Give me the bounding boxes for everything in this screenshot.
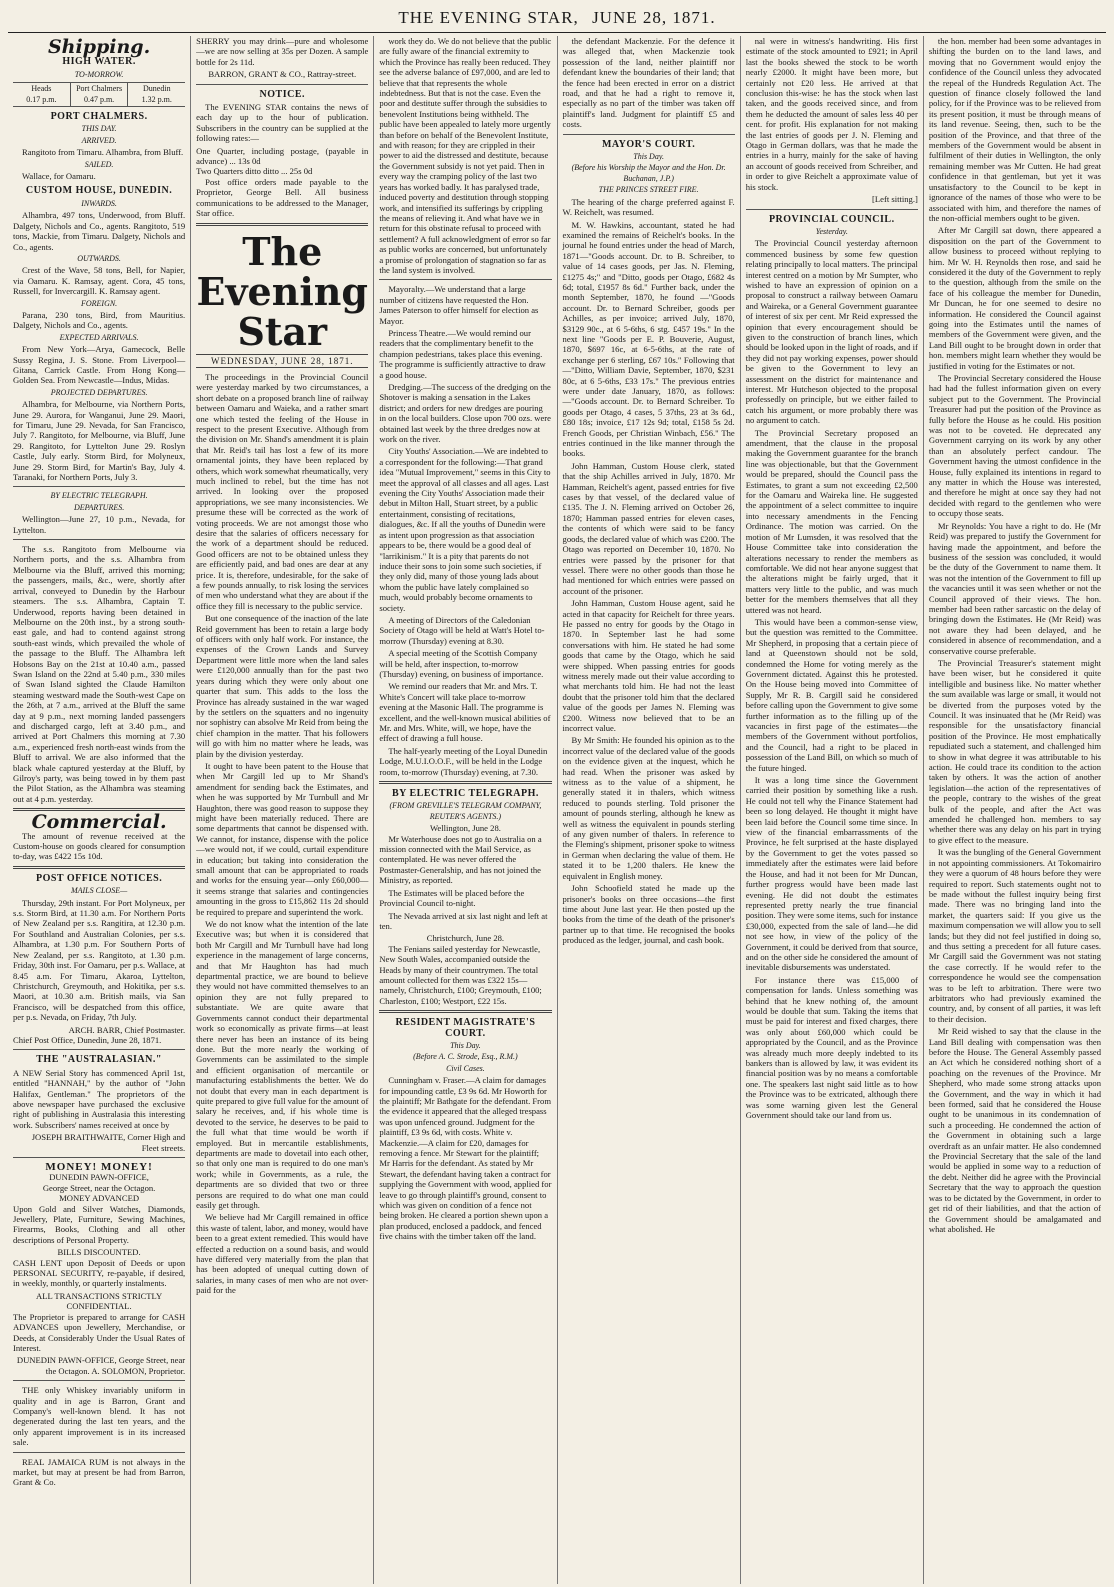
sailed-label: SAILED. <box>84 159 114 169</box>
custom-house-heading: CUSTOM HOUSE, DUNEDIN. <box>25 185 173 197</box>
col5-paragraph-4: This would have been a common-sense view, but the question was remitted to the Committee. Mr Shepherd, in proposing that a certain piece of land at Queenstown should not be sold, condemned the Home for voting merely as the Government dictated. Against this he protested. On the House being moved into Committee of Supply, Mr R. B. Cargill said he considered before calling upon the Government to give some further information as to the filling up of the vacancies in first page of the estimates—the members of the Government without portfolios, and the Council, had a right to be placed in possession of the Land Bill, on which so much of the future hinged. <box>745 616 918 773</box>
telegraph-source: (FROM GREVILLE'S TELEGRAM COMPANY, REUTER'S AGENTS.) <box>389 801 542 821</box>
col6-paragraph-6: It was the bungling of the General Government in not appointing commissioners. At Tokomairiro they were a quorum of 48 hours before they were required to report. Such statements ought not to be made without the fullest inquiry being first made. There was no bringing land into the market, the quarters said: If you give us the maximum compensation we will allow you to sell lands; but they did not feel justified in doing so, and thus setting a precedent for all future cases. Mr Cargill said the Government was not stating the case correctly. If he would refer to the correspondence he would see the compensation was to be left to arbitration. There were two arbitrators who had previously examined the country, and, by consent of all parties, it was left to their decision. <box>928 847 1102 1024</box>
newspaper-flag: The Evening Star <box>196 228 368 354</box>
column-6 <box>924 36 1106 1584</box>
leader-paragraph-1: The proceedings in the Provincial Council were yesterday marked by two circumstances, a short debate on a proposed branch line of railway between Oamaru and Waieka, and a rather smart one which tested the feeling of the House in respect to the present Executive. Although from the division on Mr. Shand's amendment it is plain that Mr. Reid's tail has lost a few of its more ornamental joints, they have been replaced by others, which work somewhat rheumatically, very much inclined to rebel, but the time has not arrived. In looking over the proposed appropriations, we see many inconsistencies. We presume these will be corrected as the work of voting proceeds. We are not amongst those who desire that the salaries of officers necessary for the work of a department should be reduced. Good officers are not to be obtained unless they are efficiently paid, and bad ones are dear at any price. It is, therefore, undesirable, for the sake of a few pounds annually, to risk losing the services of men who understand what they are about if the office they fill is necessary to the public service. <box>196 371 369 611</box>
foreign-text: Parana, 230 tons, Bird, from Mauritius. Dalgety, Nichols and Co., agents. <box>13 309 186 331</box>
notice-text: The EVENING STAR contains the news of each day up to the hour of publication. Subscribers in the country can be supplied at the following rates:— <box>196 102 369 144</box>
col4-paragraph-6: By Mr Smith: He founded his opinion as to the incorrect value of the declared value of the goods on the evidence given at the inquest, which he had read. When the prisoner was asked by witness as to the value of a shipment, he generally stated it in thalers, which witness reduced to pounds sterling. Told prisoner the amount of pounds sterling, although he knew as well as witness the equivalent in pounds sterling of any given number of thalers. In reference to the Fleming's shipment, prisoner spoke to witness in German when declaring the value of them. He stated it to be 1,200 thalers. He knew the equivalent in English money. <box>562 735 735 881</box>
caledonian-item: A meeting of Directors of the Caledonian Society of Otago will be held at Watt's Hotel to-morrow (Thursday) evening at 8.30. <box>379 614 545 646</box>
australasian-text: A NEW Serial Story has commenced April 1st, entitled "HANNAH," by the author of "John Halifax, Gentleman." The proprietors of the above newspaper have purchased the exclusive right of publishing in Australasia this interesting work. Subscribers' names received at once by <box>13 1067 186 1130</box>
leader-paragraph-2: But one consequence of the inaction of the late Reid government has been to retain a large body of officers with only half work. For instance, the expenses of the Crown Lands and Survey Department were little more when the land sales were £120,000 annually than for the past two years during which they were only about one quarter that sum. This adds to the loss the Province has already sustained in the war waged by the settlers on the squatters and no ingenuity nor sophistry can absolve Mr Reid from being the chief champion in the matter. That his followers will go with him no matter where he leads, was plain by the division yesterday. <box>196 613 369 759</box>
wellington-dateline: Wellington, June 28. <box>429 823 501 834</box>
divider <box>379 1010 551 1013</box>
col4-paragraph-3: M. W. Hawkins, accountant, stated he had examined the remains of Reichelt's books. In the journal he found entries under the head of March, 1871—"Goods account. Dr. to B. Schreiber, to value of 14 cases goods, per Jas. N. Fleming, £1275 4s;" and "Ditto, goods per Otago, £682 4s 6d; total, £1957 8s 6d." Further back, under the month September, 1870, he found —"Goods account. Dr. to Bernard Schreiber, goods per Achilles, as per invoice; arrived July, 1870, $3129 90c., at 6 5-6ths, 6 stg. £457 19s." In the next line "Goods per E. P. Bouverie, August, 1870, $697 16c, at 6-5-6ths, at the rate of exchange per 6 sterling, £67 10s." Following that—"Ditto, William Davie, September, 1870, $231 80c, at 6 5-6ths, £33 17s." The previous entries were under date January, 1870, as follows:—"Goods account. Dr. to Bernard Schreiber. To goods per Otago, 4 cases, 5 37ths, 23 at 3s 6d., £80 18s; invoice, £17 12s 9d; total, £158 5s 2d. French Goods, per Christian Winbach, £56." The entries continued in the like manner through the books. <box>562 219 735 459</box>
whiskey-ad: THE only Whiskey invariably uniform in quality and in age is Barron, Grant and Company's well-known blend. It has not degenerated during the last ten years, and the only apparent improvement is in its increased sale. <box>13 1385 186 1448</box>
christchurch-dateline: Christchurch, June 28. <box>426 933 505 944</box>
dateline: WEDNESDAY, JUNE 28, 1871. <box>196 354 368 368</box>
australasian-signature: JOSEPH BRAITHWAITE, Corner High and Fleet streets. <box>31 1132 186 1153</box>
column-1 <box>8 36 191 1584</box>
money-text: Upon Gold and Silver Watches, Diamonds, Jewellery, Plate, Furniture, Sewing Machines, Firearms, Books, Clothing and all other descriptions of Personal Property. <box>13 1203 186 1245</box>
foreign-label: FOREIGN. <box>80 298 118 308</box>
tide-port-chalmers: Port Chalmers 0.47 p.m. <box>70 83 128 106</box>
fire-heading: THE PRINCES STREET FIRE. <box>598 185 699 195</box>
notice-rate-2: Two Quarters ditto ditto ... 25s 0d <box>196 166 313 177</box>
australasian-heading: THE "AUSTRALASIAN." <box>36 1054 162 1066</box>
notice-rate-1: One Quarter, including postage, (payable in advance) ... 13s 0d <box>196 145 369 167</box>
column-5 <box>741 36 924 1584</box>
telegraph-departures-label: DEPARTURES. <box>73 502 125 512</box>
col4-paragraph-7: John Schoofield stated he made up the prisoner's books on three occasions—the first time about June last year. He then posted up the books from the time of the death of the prisoner's partner up to that time. He recognised the books produced as the ledger, journal, and cash book. <box>562 883 735 946</box>
notice-heading: NOTICE. <box>259 88 305 100</box>
tomorrow-label: TO-MORROW. <box>74 69 124 79</box>
post-office-place: Chief Post Office, Dunedin, June 28, 1871. <box>13 1034 162 1045</box>
money-address: George Street, near the Octagon. <box>42 1182 156 1193</box>
col6-paragraph-1: the hon. member had been some advantages in shifting the burden on to the land laws, and moving that no Government would enjoy the confidence of the Council unless they advocated the repeal of the Hundreds Regulation Act. The question of finance closely followed the land policy, for if the Province was to be relieved from its present position, it must be through means of its land revenue. Seeing, then, such to be the position of the Province, and that three of the members of the Government would be absent in fulfilment of their duties in Wellington, the only remaining member was Mr Cutten. He had great confidence in that gentleman, but yet it was unsatisfactory to the Council to be kept in ignorance of the names of those who were to be associated with him, and therefore the names of the non-official members ought to be given. <box>928 36 1102 223</box>
shipping-heading: Shipping. <box>47 36 151 58</box>
high-water-heading: HIGH WATER. <box>62 56 136 68</box>
rm-court-text: Cunningham v. Fraser.—A claim for damages for impounding cattle, £3 9s 6d. Mr Howorth for the plaintiff; Mr Bathgate for the defendant. From the evidence it appeared that the alleged trespass was upon unfenced ground. Judgment for the plaintiff, £3 9s 6d, with costs. White v. Mackenzie.—A claim for £20, damages for removing a fence. Mr Stewart for the plaintiff; Mr Harris for the defendant. As stated by Mr Stewart, the defendant having taken a contract for supplying the Government with wood, applied for leave to go through plaintiff's ground, consent to which was given on condition of a fence not being broken. He cleared a portion shewn upon a plan produced, enclosed a paddock, and fenced five chains with the timber taken off the land. <box>379 1075 552 1242</box>
telegraph-heading-2: BY ELECTRIC TELEGRAPH. <box>391 788 539 800</box>
mayors-court-before: (Before his Worship the Mayor and the Hon. Dr. Buchanan, J.P.) <box>571 163 726 183</box>
col6-paragraph-3: The Provincial Secretary considered the House had had the fullest information given on every subject put to the Government. The Provincial Treasurer had put the position of the Province as fully before the House as he could. His position was not to be coveted. He deprecated any Government carrying on its work by any other than an absolutely perfect candour. The Government having the utmost confidence in the House, fully explained its intentions in regard to any matter in which the House was interested, and therefore he might at once say they had not decided with regard to the gentlemen who were to occupy those seats. <box>928 373 1102 519</box>
this-day-label: THIS DAY. <box>81 124 117 134</box>
money-signature: DUNEDIN PAWN-OFFICE, George Street, near the Octagon. A. SOLOMON, Proprietor. <box>16 1355 186 1376</box>
scottish-company-item: A special meeting of the Scottish Company will be held, after inspection, to-morrow (Thursday) evening, on business of importance. <box>379 648 544 679</box>
divider <box>379 781 551 784</box>
dredging-item: Dredging.—The success of the dredging on the Shotover is making a sensation in the Lakes district; and orders for new dredges are pouring in on the local builders. Close upon 700 ozs. were obtained last week by the three dredges now at work on the river. <box>379 382 551 445</box>
mails-close-label: MAILS CLOSE— <box>70 886 128 896</box>
departures-text: Alhambra, for Melbourne, via Northern Ports, June 29. Aurora, for Wanganui, June 29. Maori, for Timaru, June 29. Nevada, for San Francisco, July 7. Rangitoto, for Melbourne, via Bluff, June 29. Rangitoto, for Lyttelton June 29. Roslyn Castle, July early. Storm Bird, for Molyneux, June 29. Storm Bird, for Martin's Bay, July 4. Taranaki, for Northern Ports, July 3. <box>13 399 186 483</box>
telegraph-heading: BY ELECTRIC TELEGRAPH. <box>50 491 148 501</box>
council-day: Yesterday. <box>815 226 848 236</box>
departures-label: PROJECTED DEPARTURES. <box>50 387 148 397</box>
column-4 <box>558 36 741 1584</box>
notice-footer: Post office orders made payable to the Proprietor, George Bell. All business communications to be addressed to the Manager, Star office. <box>196 176 369 219</box>
expected-text: From New York—Arya, Gamecock, Belle Sussy Regina, J. S. Stone. From Liverpool—Gitana, Carrick Castle. From Hong Kong—Golden Sea. From Newcastle—Indus, Midas. <box>13 344 186 386</box>
divider <box>13 1452 185 1453</box>
leader-paragraph-4: We do not know what the intention of the late Executive was; but when it is considered that both Mr Cargill and Mr Turnbull have had long experience in the management of large concerns, and that Mr Haughton has had much departmental practice, we are bound to believe they would not have committed themselves to an opinion they are not fully prepared to substantiate. We are quite aware that Governments cannot conduct their departmental work so economically as private firms—at least there never has been an instance of its being done. But the more nearly the working of Governments can be assimilated to the simple and efficient organisation of mercantile or manufacturing establishments the better. We do not doubt that every man in each department is quite prepared to give full value for the amount of salary he receives, and, if his whole time is devoted to the service, he deserves to be paid to the full what that time would be worth if employed. But in mercantile establishments, departments are made to dovetail into each other, so that only one man is required to do one man's work; while in Governments, as a rule, the departments are so divided that two or three persons are required to do what one man could easily get through. <box>196 919 369 1210</box>
sherry-signature: BARRON, GRANT & CO., Rattray-street. <box>208 69 357 80</box>
telegram-3: The Nevada arrived at six last night and left at ten. <box>379 910 548 931</box>
shipping-body: The s.s. Rangitoto from Melbourne via Northern ports, and the s.s. Alhambra from Melbourne via the Bluff, arrived this morning; the passengers, mails, &c., were, shortly after arrival, conveyed to Dunedin by the Harbour steamers. The s.s. Alhambra, Captain T. Underwood, reports having been detained in Melbourne on the 20th inst., by a strong south-east gale, and had to contend against strong south-east winds, which prevailed the whole of the passage to the Bluff. The Alhambra left Hobsons Bay on the 21st at 10.40 a.m., passed Swan Island on the 22nd at 5.40 p.m., 330 miles of Swan Island sighted the Claude Hamilton steaming westward made the South-west Cape on the 26th, at 7 a.m., arrived at the Bluff the same day at 9 p.m., next morning landed passengers and discharged cargo, left at 3.40 p.m., and arrived at Port Chalmers this morning at 7.30 a.m., experienced fresh north-east winds from the Bluff to arrival. We are also informed that the black whale captured yesterday at the Bluff, by Gilroy's party, was being towed in by them past the Pilot Station, as the Alhambra was steaming out at 4 p.m. yesterday. <box>13 544 186 804</box>
col5-paragraph-3: The Provincial Secretary proposed an amendment, that the clause in the proposal making the Government guarantee for the branch line was objectionable, but that the Government would be prepared, should the Council pass the Estimates, to grant a sum not exceeding £2,500 for the Oamaru and Waireka line. He suggested the appointment of a select committee to inquire into necessary amendments in the Fencing Ordinance. The motion was carried. On the motion of Mr Lumsden, it was resolved that the House Committee take into consideration the alterations necessary to render the members as comfortable. We did not hear anyone suggest that the alterations might be fairly urged, that it matters very little to the public, and was much better for the members themselves that all they uttered was not heard. <box>745 427 918 615</box>
telegram-1: Mr Waterhouse does not go to Australia on a mission connected with the Mail Service, as contemplated. He was never offered the Postmaster-Generalship, and has not joined the Ministry, as reported. <box>379 833 542 886</box>
money-proprietor: The Proprietor is prepared to arrange for CASH ADVANCES upon Jewellery, Merchandise, or Deeds, at Considerably Under the Usual Rates of Interest. <box>13 1311 186 1353</box>
post-office-heading: POST OFFICE NOTICES. <box>35 872 163 884</box>
sherry-text: SHERRY you may drink—pure and wholesome—we are now selling at 35s per Dozen. A sample bottle for 2s 11d. <box>196 36 369 67</box>
col5-paragraph-6: For instance there was £15,000 of compensation for lands. Unless something was behind that he knew nothing of, the amount would be double that sum. Taking the items that must be paid for interest and fixed charges, there was only about £60,000 which could be appropriated by the Council, and as the Province was already much more deeply indebted to its bankers than is allowed by law, it was evident its financial position was by no means a comfortable one. The speakers last night said little as to how the Province was to be extricated, although there was some warning given lest the General Government should take our land from us. <box>745 974 918 1121</box>
col6-paragraph-7: Mr Reid wished to say that the clause in the Land Bill dealing with compensation was then before the House. The General Assembly passed an Act which he considered nothing short of a poaching on the revenues of the Province. Mr Shepherd, who made some strong attacks upon the Government, and the way in which it had been formed, said that he considered the House ought to be unanimous in its condemnation of such a proceeding. He condemned the action of the Government in obtaining such a large overdraft as an unfair matter. He also condemned the Provincial Secretary that the sale of the land would be applied in some way to a reduction of the debt. Neither did he agree with the Provincial Secretary that the way to approach the question was to be dictated by the Government, in order to get rid of their liabilities, and that the action of the Government should be amalgamated and what abolished. He <box>928 1026 1102 1234</box>
rm-court-civil: Civil Cases. <box>446 1063 485 1073</box>
telegram-2: The Estimates will be placed before the Provincial Council to-night. <box>379 887 525 909</box>
telegram-4: The Fenians sailed yesterday for Newcastle, New South Wales, accompanied outside the Heads by many of their countrymen. The total amount collected for them was £322 15s—namely, Christchurch, £100; Greymouth, £100; Charleston, £100; Westport, £22 15s. <box>379 943 542 1006</box>
column-2 <box>191 36 374 1584</box>
arrived-text: Rangitoto from Timaru. Alhambra, from Bluff. <box>22 147 184 158</box>
outwards-label: OUTWARDS. <box>77 253 121 263</box>
divider <box>13 1049 185 1050</box>
inwards-text: Alhambra, 497 tons, Underwood, from Bluff. Dalgety, Nichols and Co., agents. Rangitoto, 519 tons, Mackie, from Timaru. Dalgety, Nichols and Co., agents. <box>13 210 186 252</box>
tide-dunedin: Dunedin 1.32 p.m. <box>127 83 185 106</box>
mayoralty-item: Mayoralty.—We understand that a large number of citizens have requested the Hon. James Paterson to offer himself for election as Mayor. <box>379 284 539 326</box>
divider <box>13 486 185 487</box>
commercial-heading: Commercial. <box>31 811 167 834</box>
col5-paragraph-5: It was a long time since the Government carried their position by something like a rush. He could not tell why the Finance Statement had been so long delayed. He thought it might have been laid before the Council some time since. In view of the financial embarrassments of the Province, he felt surprised at the haste displayed by the Government to get the votes passed so immediately after the estimates were laid before the House, and had it not been for Mr Duncan, further progress would have been made last evening. He did not doubt the estimates represented pretty nearly the true financial position. They were some items, such for instance £30,000, expected from the sale of land—he did not see how, in view of the policy of the Government, it could be derived from that source, and on the other side he considered the amount of inevitable disbursements was understated. <box>745 775 918 973</box>
mayors-court-heading: MAYOR'S COURT. <box>601 138 696 150</box>
money-strict: ALL TRANSACTIONS STRICTLY CONFIDENTIAL. <box>36 1290 163 1312</box>
divider <box>379 279 551 280</box>
telegraph-text: Wellington—June 27, 10 p.m., Nevada, for Lyttelton. <box>13 514 186 535</box>
money-ad <box>13 1162 185 1376</box>
money-office: DUNEDIN PAWN-OFFICE, <box>49 1172 149 1183</box>
leader-paragraph-5: We believe had Mr Cargill remained in office this waste of talent, labor, and money, would have been to a great extent remedied. This would have effected a reduction on a sound basis, and would have differed very materially from the plan that has been adopted of unequal cutting down of salaries, in many cases of men who are not over-paid for the <box>196 1212 369 1296</box>
port-chalmers-heading: PORT CHALMERS. <box>50 111 148 123</box>
money-heading: MONEY! MONEY! <box>45 1161 153 1173</box>
column-3 <box>374 36 557 1584</box>
col4-paragraph-4: John Hamman, Custom House clerk, stated that the ship Achilles arrived in July, 1870. Mr Hamman, Reichelt's agent, passed entries for five cases by that vessel, of the declared value of £135. The J. N. Fleming arrived on October 26, 1870; Hamman passed entries for eleven cases, the contents of which were said to be fancy goods, the declared value of which was £200. The Otago was reported on December 10, 1870. No entries were passed by the prisoner for that vessel. There were no other goods than those he had mentioned for which entries were passed on account of the prisoner. <box>562 460 735 596</box>
tide-table <box>13 82 185 107</box>
columns <box>8 36 1106 1584</box>
expected-label: EXPECTED ARRIVALS. <box>59 332 139 342</box>
post-office-text: Thursday, 29th instant. For Port Molyneux, per s.s. Storm Bird, at 11.30 a.m. For Northern Ports of New Zealand per s.s. Rangitira, at 12.30 p.m. For Southland and Australian Colonies, per s.s. Alhambra, at 1.30 p.m. For Southern Ports of New Zealand, per s.s. Rangitoto, at 1.30 p.m. Friday, 30th inst. For Oamaru, per p.s. Wallace, at 8.45 a.m. For Timaru, Akaroa, Lyttelton, Christchurch, Greymouth, and Hokitika, per s.s. Maori, at 10.30 a.m. British mails, via San Francisco, will be despatched from this office, per p.s. Nevada, on Friday, 7th July. <box>13 897 186 1023</box>
left-sitting: [Left sitting.] <box>872 194 918 205</box>
lodge-item: The half-yearly meeting of the Loyal Dunedin Lodge, M.U.I.O.O.F., will be held in the Lodge room, to-morrow (Thursday) evening, at 7.30. <box>379 745 548 777</box>
outwards-text: Crest of the Wave, 58 tons, Bell, for Napier, via Oamaru. K. Ramsay, agent. Cora, 45 tons, Russell, for Invercargill. K. Ramsay agent. <box>13 265 186 297</box>
divider <box>13 1157 185 1158</box>
col6-paragraph-2: After Mr Cargill sat down, there appeared a disposition on the part of the Government to allow business to proceed without replying to him. Mr W. H. Reynolds then rose, and said he considered it the duty of the Government to reply to the question, although from the smile on the face of his colleague the member for Dunedin, Mr Duncan, he for one seemed to desire no information. He considered the Council against going into the Estimates until the names of members of the Government were given, and the Land Bill ought to be brought down in order that hon. members might learn whether they would be justified in voting for the Estimates or not. <box>928 225 1102 371</box>
rm-court-before: (Before A. C. Strode, Esq., R.M.) <box>413 1052 518 1062</box>
tide-heads: Heads 0.17 p.m. <box>26 84 57 104</box>
divider <box>196 223 368 226</box>
rum-ad: REAL JAMAICA RUM is not always in the market, but may at present be had from Barron, Grant & Co. <box>13 1456 186 1488</box>
masthead-date: JUNE 28, 1871. <box>592 8 716 27</box>
col5-paragraph-1: nal were in witness's handwriting. His first estimate of the stock amounted to £921; in April last the books shewed the stock to be worth nearly £2000. It might have been more, but certainly not £20 less. He arrived at that conclusion this-wise: he has the stock when last taken, and the goods received since, and from them he deducted the amount of sales less 40 per cent. for profit. His explanation for not making the last entries of goods per J. N. Fleming and Otago in German dollars, was that he made the entries in a hurry, mainly for the sake of having an account of goods received from Schreiber, and in order to give Reichelt a approximate value of his stock. <box>745 36 918 192</box>
mayors-court-day: This Day. <box>633 152 664 162</box>
money-advanced: MONEY ADVANCED <box>59 1193 140 1204</box>
col6-paragraph-5: The Provincial Treasurer's statement might have been wiser, but he considered it quite intelligible and business like. No matter whether the sum available was large or small, it would not be diverted from the purposes voted by the Council. It was insinuated that he (Mr Reid) was responsible for the unsatisfactory financial position of the Province. He most emphatically repudiated such a statement, and challenged him to show in what degree it was attributable to his action. He could trace its condition to the action taken by others. It was the action of another legislation—the action of the representatives of the people, contrary to the wishes of the great bulk of the people, and after the Act was amended he challenged hon. members to say whether there was any delay on his part in trying to give effect to the measure. <box>928 657 1102 845</box>
post-office-signature: ARCH. BARR, Chief Postmaster. <box>68 1024 186 1035</box>
col4-paragraph-1: the defendant Mackenzie. For the defence it was alleged that, when Mackenzie took possession of the land, neither plaintiff nor defendant knew the boundaries of their land; that the fence had been erected in error on a district road, and that he had a right to remove it, especially as no part of the timber was taken off plaintiff's land. Judgment for plaintiff £5 and costs. <box>562 36 735 130</box>
col5-paragraph-2: The Provincial Council yesterday afternoon commenced business by some few question relating principally to local matters. The principal interest centred on a motion by Mr Sumpter, who wished to have an expression of opinion on a proposal to construct a railway between Oamaru and Waireka, or a General Government guarantee of interest of six per cent. Mr Reid expressed the opinion that every encouragement should be given to the construction of branch lines, which should be looked upon in the light of roads, and if they did not pay working expenses, power should be given to the Government to levy an assessment on the district for maintenance and interest. Mr Hutcheson objected to the proposal professedly on principle, but we either failed to catch his argument, or more probably there was no argument to catch. <box>745 238 918 426</box>
col4-paragraph-5: John Hamman, Custom House agent, said he acted in that capacity for Reichelt for three years. He passed no entry for goods by the Otago in 1870. In September last he had some conversations with him. He stated he had some goods that came by the Otago, which he said were shipped. When passing entries for goods witness merely made out their value according to what merchants told him. He had not the least doubt that the prisoner told him that the declared value of the goods per James N. Fleming was £200. Witness now believed that to be an incorrect value. <box>562 598 735 733</box>
divider <box>746 209 918 210</box>
divider <box>13 866 185 869</box>
col6-paragraph-4: Mr Reynolds: You have a right to do. He (Mr Reid) was prepared to justify the Government for having made the appointment, and before the business of the session was concluded, it would be the duty of the Government to name them. It was not the intention of the Government to fill up the vacancies until it was seen whether or not the Council approved of their views. The hon. member had been rather sarcastic on the delay of bringing down the Estimates. He (Mr Reid) was not aware they had been delayed, and he considered in absence of recommendation, and a conservative course preferable. <box>928 520 1102 656</box>
divider <box>196 84 368 85</box>
australasian-ad <box>13 1055 185 1153</box>
sailed-text: Wallace, for Oamaru. <box>22 171 96 182</box>
divider <box>563 134 735 135</box>
col4-paragraph-2: The hearing of the charge preferred against F. W. Reichelt, was resumed. <box>562 196 735 218</box>
money-cash: CASH LENT upon Deposit of Deeds or upon PERSONAL SECURITY, re-payable, if desired, in weekly, monthly, or quarterly instalments. <box>13 1257 186 1289</box>
col3-paragraph-1: work they do. We do not believe that the public are fully aware of the financial extremity to which the Province has really been reduced. They see the adverse balance of £97,000, and are led to believe that that represents the whole indebtedness. But that is not the case. Even the poor and destitute suffer through the subsidies to benevolent Institutions being withheld. The public have been appealed to lately more urgently than before on behalf of the Benevolent Institute, and with reason; for they are crippled in their power to aid the distressed and destitute, because the Government subsidy is not yet paid. Then in every way the cramping policy of the last two years has worked badly. It has paralysed trade, induced poverty and destitution through stopping work, and intensified its sufferings by crippling the means of relieving it. And what have we in return for this obstinate refusal to proceed with settlement? A full acknowledgment of error so far as public works are concerned, but unfortunately a promise of prolongation of stagnation so far as the land system is involved. <box>379 36 552 275</box>
divider <box>13 539 185 540</box>
commercial-text: The amount of revenue received at the Custom-house on goods cleared for consumption to-day, was £422 15s 10d. <box>13 830 186 862</box>
money-bills: BILLS DISCOUNTED. <box>57 1247 141 1258</box>
leader-paragraph-3: It ought to have been patent to the House that when Mr Cargill led up to Mr Shand's amendment for sending back the Estimates, and when he was supported by Mr Turnbull and Mr Haughton, there was good reason to suppose they might have been materially reduced. There are some departments that cannot be dispensed with. We cannot, for instance, dispense with the police—we would not, if we could, curtail expenditure in education; but taking into consideration the small amount that can be appropriated to roads and works for the ensuing year—only £60,000—it seems strange that salaries and contingencies amounting in the gross to £15,862 11s 2d should be required to prepare and superintend the work. <box>196 760 369 917</box>
rm-court-day: This Day. <box>450 1040 481 1050</box>
concert-item: We remind our readers that Mr. and Mrs. T. White's Concert will take place to-morrow evening at the Masonic Hall. The programme is excellent, and the well-known musical abilities of Mr. and Mrs. White, will, we hope, have the effect of drawing a full house. <box>379 681 551 744</box>
theatre-item: Princess Theatre.—We would remind our readers that the complimentary benefit to the champion pedestrians, takes place this evening. The programme is sufficiently attractive to draw a good house. <box>379 327 546 380</box>
inwards-label: INWARDS. <box>81 198 117 208</box>
divider <box>13 1380 185 1381</box>
arrived-label: ARRIVED. <box>81 135 117 145</box>
sherry-ad <box>196 36 368 80</box>
youths-association-item: City Youths' Association.—We are indebted to a correspondent for the following:—That grand idea "Mutual Improvement," seems in this City to meet the approval of all classes and all ages. Last evening the City Youths' Association made their debut in Milton Hall, Stuart street, by a public entertainment, consisting of recitations, dialogues, &c. If all the youths of Dunedin were as intent upon progression as that association appears to be, there would be a good deal of "larrikinism." It is a pity that parents do not induce their sons to join some such societies, if they only did, many of those young lads about whom the public have lately complained so much, would probably become ornaments to society. <box>379 446 551 613</box>
masthead-title: THE EVENING STAR, <box>398 8 579 27</box>
rm-court-heading: RESIDENT MAGISTRATE'S COURT. <box>395 1017 536 1039</box>
masthead <box>8 6 1106 33</box>
council-heading: PROVINCIAL COUNCIL. <box>768 213 895 225</box>
